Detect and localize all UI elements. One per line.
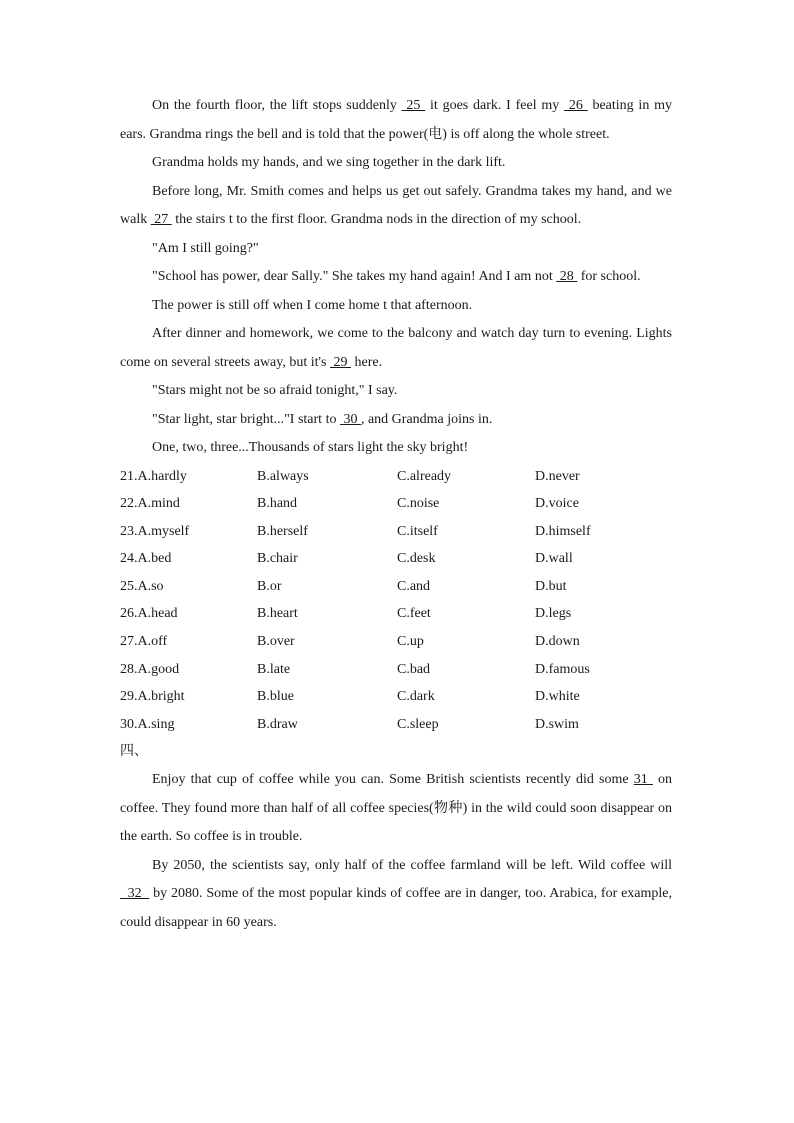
option-choice: B.late xyxy=(257,661,291,677)
option-choice: C.dark xyxy=(397,689,435,705)
option-choice: 29.A.bright xyxy=(120,689,185,705)
option-choice: D.voice xyxy=(535,496,579,512)
option-choice: D.swim xyxy=(535,716,579,732)
answer-blank: 26 xyxy=(564,98,588,113)
options-list xyxy=(120,463,672,739)
option-row xyxy=(120,656,672,684)
option-choice: D.never xyxy=(535,468,580,484)
option-choice: B.hand xyxy=(257,496,298,512)
option-row xyxy=(120,711,672,739)
option-choice: C.noise xyxy=(397,496,440,512)
text-run: here. xyxy=(351,354,383,370)
answer-blank: 29 xyxy=(330,354,351,370)
paragraph xyxy=(120,766,672,852)
text-run: Before long, Mr. Smith comes and helps us get out safely. Grandma takes my hand, and we walk xyxy=(120,183,672,227)
option-choice: D.wall xyxy=(535,551,573,567)
option-choice: C.bad xyxy=(397,661,431,677)
option-row xyxy=(120,683,672,711)
answer-blank: 32 xyxy=(120,886,150,902)
option-choice: C.sleep xyxy=(397,716,439,732)
text-run: "Stars might not be so afraid tonight," I say. xyxy=(152,383,398,398)
document-content xyxy=(120,92,672,937)
option-choice: C.feet xyxy=(397,606,431,622)
option-row xyxy=(120,628,672,656)
answer-blank: 31 xyxy=(633,772,653,788)
paragraph xyxy=(120,320,672,377)
option-choice: B.draw xyxy=(257,716,298,732)
option-choice: B.herself xyxy=(257,523,308,539)
text-run: Enjoy that cup of coffee while you can. Some British scientists recently did some xyxy=(152,772,634,788)
option-choice: 30.A.sing xyxy=(120,716,175,732)
option-row xyxy=(120,518,672,546)
option-choice: C.itself xyxy=(397,523,438,539)
passage-3 xyxy=(120,92,672,463)
paragraph xyxy=(120,377,672,406)
text-run: After dinner and homework, we come to the balcony and watch day turn to evening. Lights come on several streets away, but it's xyxy=(120,326,672,370)
option-choice: 21.A.hardly xyxy=(120,468,187,484)
answer-blank: 25 xyxy=(401,98,426,113)
paragraph xyxy=(120,852,672,938)
option-choice: C.up xyxy=(397,634,424,650)
option-choice: B.always xyxy=(257,468,309,484)
text-run: On the fourth floor, the lift stops suddenly xyxy=(152,98,402,113)
option-row xyxy=(120,490,672,518)
text-run: the stairs t to the first floor. Grandma nods in the direction of my school. xyxy=(171,212,582,227)
option-choice: 26.A.head xyxy=(120,606,178,622)
paragraph xyxy=(120,235,672,264)
option-choice: B.chair xyxy=(257,551,298,567)
text-run: beating in my ears. Grandma rings the bell and is told that the power(电) is off along the whole street. xyxy=(120,98,672,142)
text-run: Grandma holds my hands, and we sing together in the dark lift. xyxy=(152,155,506,170)
option-choice: B.blue xyxy=(257,689,294,705)
option-choice: 28.A.good xyxy=(120,661,180,677)
section-heading: 四、 xyxy=(120,744,148,760)
text-run: , and Grandma joins in. xyxy=(360,411,493,427)
text-run: for school. xyxy=(577,269,641,284)
option-choice: 25.A.so xyxy=(120,578,164,594)
option-choice: 23.A.myself xyxy=(120,523,190,539)
paragraph xyxy=(120,149,672,178)
text-run: One, two, three...Thousands of stars light the sky bright! xyxy=(152,440,469,455)
paragraph xyxy=(120,292,672,321)
answer-blank: 28 xyxy=(556,269,578,284)
option-row xyxy=(120,600,672,628)
option-choice: B.heart xyxy=(257,606,298,622)
paragraph xyxy=(120,92,672,149)
option-row xyxy=(120,545,672,573)
option-choice: D.famous xyxy=(535,661,590,677)
text-run: By 2050, the scientists say, only half of the coffee farmland will be left. Wild coffee will xyxy=(152,857,672,873)
text-run: by 2080. Some of the most popular kinds of coffee are in danger, too. Arabica, for example, could disappear in 60 years. xyxy=(120,886,672,930)
option-row xyxy=(120,463,672,491)
option-choice: D.but xyxy=(535,578,567,594)
option-choice: 22.A.mind xyxy=(120,496,180,512)
option-choice: 27.A.off xyxy=(120,634,168,650)
paragraph xyxy=(120,263,672,292)
option-choice: C.already xyxy=(397,468,452,484)
option-choice: B.over xyxy=(257,634,295,650)
text-run: "Am I still going?" xyxy=(152,240,259,256)
text-run: The power is still off when I come home t that afternoon. xyxy=(152,297,473,313)
paragraph xyxy=(120,406,672,435)
paragraph xyxy=(120,178,672,235)
option-choice: D.down xyxy=(535,634,580,650)
text-run: it goes dark. I feel my xyxy=(425,98,565,113)
option-row xyxy=(120,573,672,601)
text-run: "School has power, dear Sally." She takes my hand again! And I am not xyxy=(152,269,557,284)
option-choice: D.white xyxy=(535,689,580,705)
option-choice: C.desk xyxy=(397,551,436,567)
passage-4 xyxy=(120,766,672,937)
option-choice: D.legs xyxy=(535,606,572,622)
answer-blank: 27 xyxy=(150,212,172,227)
paragraph xyxy=(120,434,672,463)
option-choice: D.himself xyxy=(535,523,591,539)
option-choice: 24.A.bed xyxy=(120,551,172,567)
text-run: on coffee. They found more than half of all coffee species(物种) in the wild could soon disappear on the earth. So coffee is in trouble. xyxy=(120,772,673,845)
answer-blank: 30 xyxy=(339,411,361,427)
option-choice: B.or xyxy=(257,578,282,594)
option-choice: C.and xyxy=(397,578,431,594)
text-run: "Star light, star bright..."I start to xyxy=(152,411,340,427)
